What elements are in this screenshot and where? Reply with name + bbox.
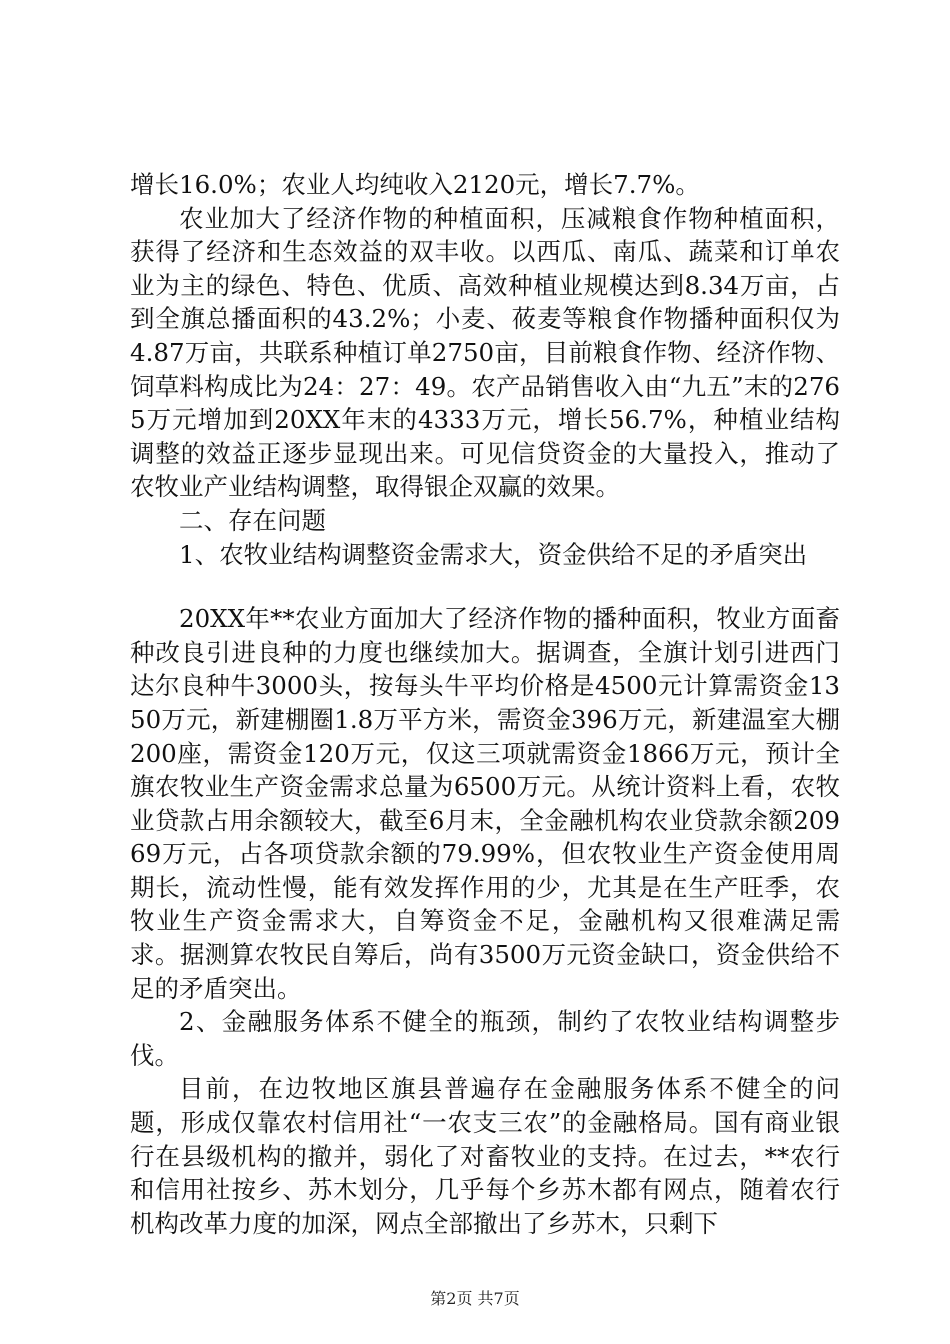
document-body: [130, 168, 840, 1240]
subheading-financial-services: 2、金融服务体系不健全的瓶颈，制约了农牧业结构调整步伐。: [130, 1007, 840, 1070]
paragraph-growth-summary: 增长16.0%；农业人均纯收入2120元，增长7.7%。: [130, 170, 700, 199]
paragraph-crop-structure: 农业加大了经济作物的种植面积，压减粮食作物种植面积，获得了经济和生态效益的双丰收。以西瓜、南瓜、蔬菜和订单农业为主的绿色、特色、优质、高效种植业规模达到8.34万亩，占到全旗总播面积的43.2%；小麦、莜麦等粮食作物播种面积仅为4.87万亩，共联系种植订单2750亩，目前粮食作物、经济作物、饲草料构成比为24：27：49。农产品销售收入由“九五”末的2765万元增加到20XX年末的4333万元，增长56.7%，种植业结构调整的效益正逐步显现出来。可见信贷资金的大量投入，推动了农牧业产业结构调整，取得银企双赢的效果。: [130, 203, 840, 502]
subheading-funding-gap: 1、农牧业结构调整资金需求大，资金供给不足的矛盾突出: [179, 539, 808, 569]
paragraph-financial-services: 目前，在边牧地区旗县普遍存在金融服务体系不健全的问题，形成仅靠农村信用社“一农支三农”的金融格局。国有商业银行在县级机构的撤并，弱化了对畜牧业的支持。在过去，**农行和信用社按乡、苏木划分，几乎每个乡苏木都有网点，随着农行机构改革力度的加深，网点全部撤出了乡苏木，只剩下: [130, 1074, 840, 1238]
paragraph-funding-details: 20XX年**农业方面加大了经济作物的播种面积，牧业方面畜种改良引进良种的力度也继续加大。据调查，全旗计划引进西门达尔良种牛3000头，按每头牛平均价格是4500元计算需资金1350万元，新建棚圈1.8万平方米，需资金396万元，新建温室大棚200座，需资金120万元，仅这三项就需资金1866万元，预计全旗农牧业生产资金需求总量为6500万元。从统计资料上看，农牧业贷款占用余额较大，截至6月末，全金融机构农业贷款余额20969万元，占各项贷款余额的79.99%，但农牧业生产资金使用周期长，流动性慢，能有效发挥作用的少，尤其是在生产旺季，农牧业生产资金需求大，自筹资金不足，金融机构又很难满足需求。据测算农牧民自筹后，尚有3500万元资金缺口，资金供给不足的矛盾突出。: [130, 604, 840, 1003]
page-number-footer: 第2页 共7页: [430, 1289, 520, 1308]
section-heading-problems: 二、存在问题: [179, 505, 326, 535]
